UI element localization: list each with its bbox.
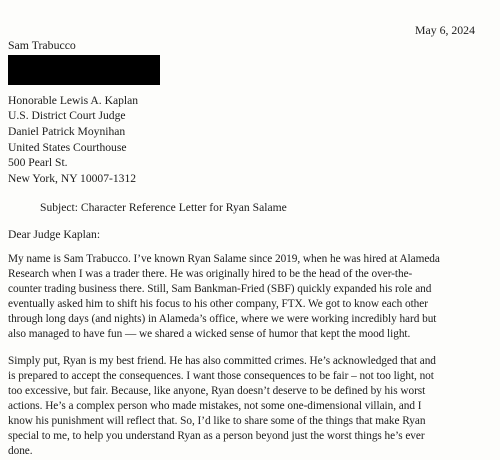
paragraph-line: is prepared to accept the consequences. I want those consequences to be fair – not too light, not	[8, 370, 434, 382]
sender-name: Sam Trabucco	[8, 38, 76, 52]
recipient-line: New York, NY 10007-1312	[8, 172, 137, 185]
paragraph-line: counter trading business there. Still, Sam Bankman-Fried (SBF) quickly expanded his role and	[8, 283, 432, 295]
paragraph-line: done.	[8, 445, 33, 457]
recipient-line: U.S. District Court Judge	[8, 109, 126, 122]
paragraph-line: also managed to have fun — we shared a wicked sense of humor that kept the mood light.	[8, 328, 411, 340]
paragraph-line: Research when I was a trader there. He was originally hired to be the head of the over-the-	[8, 268, 413, 280]
recipient-line: United States Courthouse	[8, 141, 127, 154]
paragraph-line: too excessive, but fair. Because, like anyone, Ryan doesn’t deserve to be defined by his worst	[8, 385, 426, 397]
recipient-line: Daniel Patrick Moynihan	[8, 125, 126, 138]
letter-date: May 6, 2024	[415, 23, 475, 37]
recipient-line: Honorable Lewis A. Kaplan	[8, 94, 139, 107]
subject-line: Subject: Character Reference Letter for Ryan Salame	[40, 201, 287, 214]
paragraph-line: My name is Sam Trabucco. I’ve known Ryan Salame since 2019, when he was hired at Alameda	[8, 253, 440, 265]
paragraph-line: Simply put, Ryan is my best friend. He has also committed crimes. He’s acknowledged that and	[8, 355, 436, 367]
redaction-bar	[8, 55, 160, 85]
paragraph-line: know his punishment will reflect that. So, I’d like to share some of the things that make Ryan	[8, 415, 426, 427]
paragraph-line: actions. He’s a complex person who made mistakes, not some one-dimensional villain, and I	[8, 400, 422, 412]
paragraph-line: eventually asked him to shift his focus to his other company, FTX. We got to know each other	[8, 298, 428, 310]
salutation: Dear Judge Kaplan:	[8, 228, 101, 241]
paragraph-line: special to me, to help you understand Ryan as a person beyond just the worst things he’s ever	[8, 430, 425, 442]
paragraph-line: through long days (and nights) in Alameda’s office, where we were working incredibly hard but	[8, 313, 437, 325]
recipient-line: 500 Pearl St.	[8, 156, 68, 169]
